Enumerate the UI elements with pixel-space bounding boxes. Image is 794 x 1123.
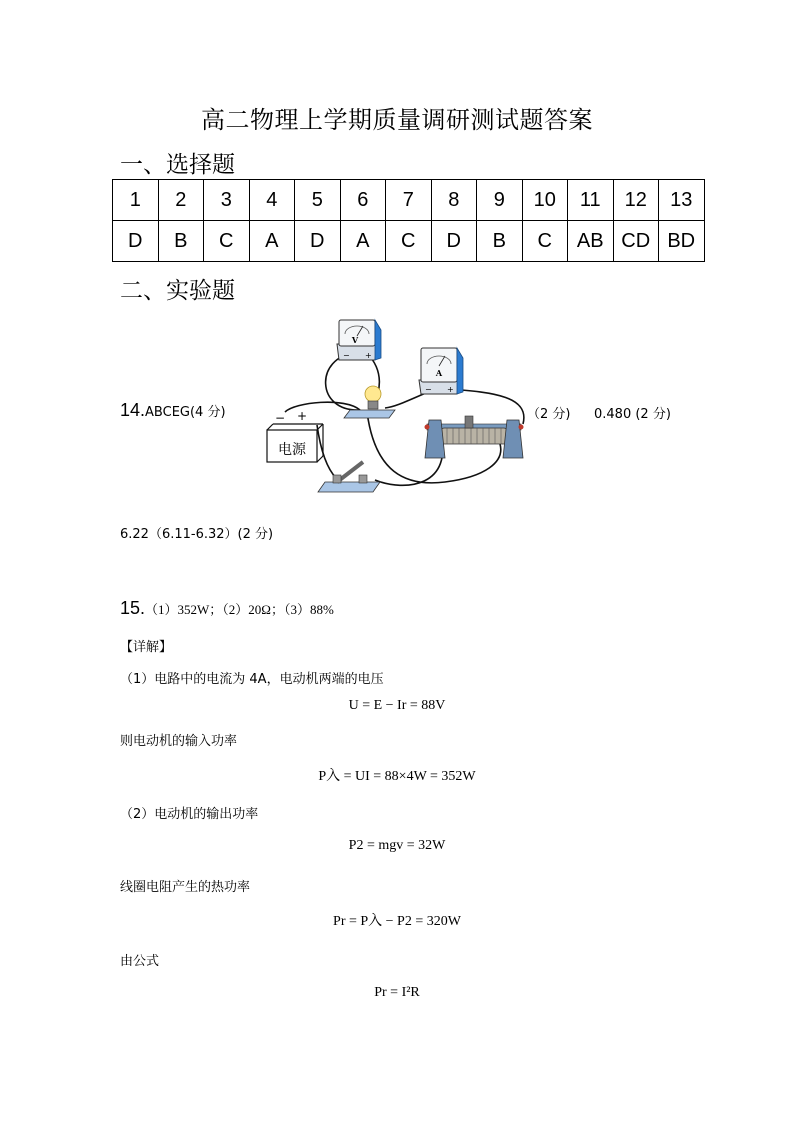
q15-para4: 线圈电阻产生的热功率 xyxy=(120,880,251,895)
battery-label: 电源 xyxy=(278,442,306,458)
q14-line1 xyxy=(120,400,226,421)
q14-answer2: 0.480 (2 分) xyxy=(594,407,671,422)
answer-cell: CD xyxy=(613,221,659,262)
q15-equation4: Pr = P入 − P2 = 320W xyxy=(333,914,461,929)
question-number-row xyxy=(113,180,705,221)
question-number-cell: 3 xyxy=(204,180,250,221)
svg-text:+: + xyxy=(297,409,308,423)
answer-cell: D xyxy=(431,221,477,262)
svg-text:−: − xyxy=(343,351,350,360)
q15-para3: （2）电动机的输出功率 xyxy=(120,807,259,822)
q15-equation2: P入 = UI = 88×4W = 352W xyxy=(318,769,476,784)
question-number-cell: 1 xyxy=(113,180,159,221)
answer-cell: C xyxy=(386,221,432,262)
answer-cell: B xyxy=(158,221,204,262)
knife-switch xyxy=(318,462,380,492)
q15-para5: 由公式 xyxy=(120,954,160,969)
section-heading-experiment: 二、实验题 xyxy=(120,278,235,304)
section-heading-choice: 一、选择题 xyxy=(120,152,235,178)
answer-cell: C xyxy=(522,221,568,262)
q15-line1 xyxy=(120,598,334,619)
q15-detail-heading: 【详解】 xyxy=(120,640,173,655)
question-number-cell: 13 xyxy=(659,180,705,221)
svg-text:+: + xyxy=(365,351,372,360)
q14-number: 14. xyxy=(120,400,146,420)
circuit-diagram xyxy=(255,312,535,502)
q15-para1: （1）电路中的电流为 4A，电动机两端的电压 xyxy=(120,672,384,687)
q14-answer1: ABCEG(4 分) xyxy=(145,405,226,420)
answer-cell: AB xyxy=(568,221,614,262)
bulb xyxy=(344,386,395,418)
svg-text:−: − xyxy=(275,411,286,425)
page-title: 高二物理上学期质量调研测试题答案 xyxy=(201,106,593,134)
q14-answer3: 6.22（6.11-6.32）(2 分) xyxy=(120,527,274,542)
question-number-cell: 10 xyxy=(522,180,568,221)
ammeter-label: A xyxy=(435,368,443,378)
answer-cell: A xyxy=(340,221,386,262)
answer-cell: BD xyxy=(659,221,705,262)
svg-text:+: + xyxy=(447,385,454,394)
q15-equation1: U = E − Ir = 88V xyxy=(348,698,446,713)
question-number-cell: 2 xyxy=(158,180,204,221)
answer-cell: B xyxy=(477,221,523,262)
answer-table xyxy=(112,179,705,262)
battery xyxy=(267,409,323,462)
q15-para2: 则电动机的输入功率 xyxy=(120,734,238,749)
voltmeter xyxy=(337,320,381,360)
question-number-cell: 8 xyxy=(431,180,477,221)
q15-equation3: P2 = mgv = 32W xyxy=(348,838,446,853)
question-number-cell: 5 xyxy=(295,180,341,221)
answer-row xyxy=(113,221,705,262)
q15-number: 15. xyxy=(120,598,146,618)
wire xyxy=(447,389,524,424)
answer-cell: A xyxy=(249,221,295,262)
answer-cell: D xyxy=(113,221,159,262)
question-number-cell: 6 xyxy=(340,180,386,221)
question-number-cell: 11 xyxy=(568,180,614,221)
q15-answers: （1）352W；（2）20Ω；（3）88% xyxy=(145,602,334,617)
rheostat xyxy=(425,416,524,458)
question-number-cell: 4 xyxy=(249,180,295,221)
question-number-cell: 7 xyxy=(386,180,432,221)
voltmeter-label: V xyxy=(351,335,359,345)
answer-cell: C xyxy=(204,221,250,262)
ammeter xyxy=(419,348,463,394)
svg-text:−: − xyxy=(425,385,432,394)
answer-cell: D xyxy=(295,221,341,262)
question-number-cell: 12 xyxy=(613,180,659,221)
q14-score-mid: （2 分) xyxy=(527,407,571,422)
question-number-cell: 9 xyxy=(477,180,523,221)
q15-equation5: Pr = I²R xyxy=(374,985,420,1000)
